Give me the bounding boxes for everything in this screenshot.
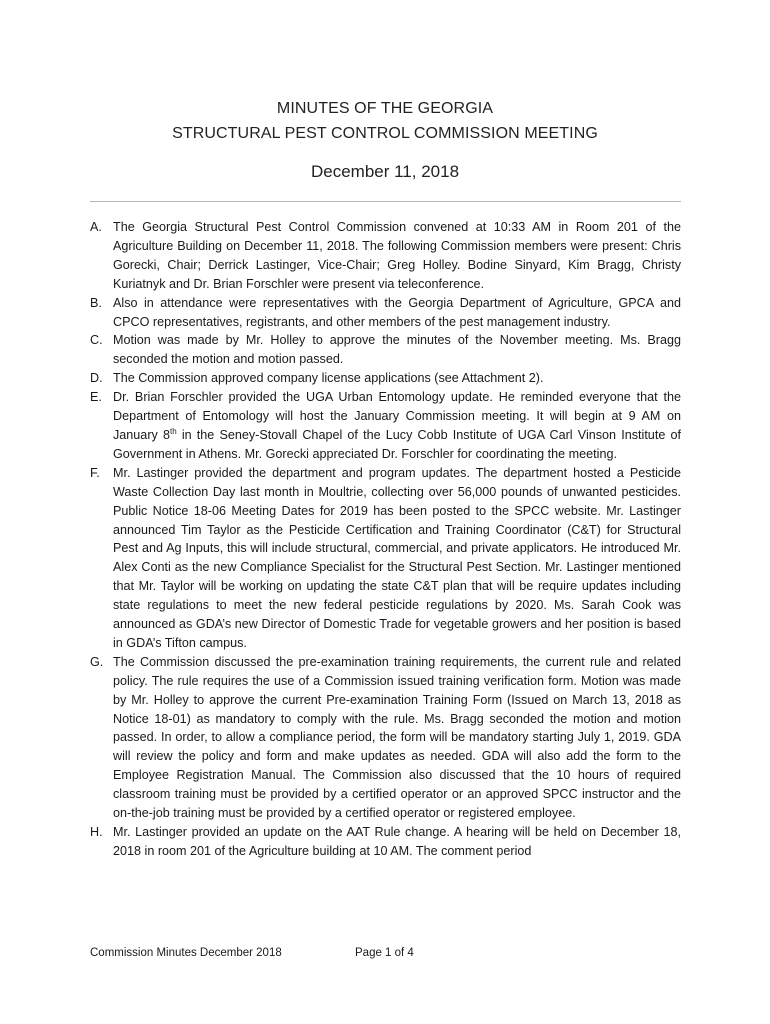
minutes-list [90,218,681,861]
minutes-item-c [90,331,681,369]
minutes-item-f [90,464,681,653]
item-letter: C. [90,333,103,348]
item-text-part: Dr. Brian Forschler provided the UGA Urban Entomology update. He reminded everyone that the Department of Entomology will host the January Commission meeting. It will begin at 9 AM on January 8 [113,390,681,442]
title-block [0,96,770,184]
item-text: Also in attendance were representatives with the Georgia Department of Agriculture, GPCA and CPCO representatives, registrants, and other members of the pest management industry. [113,295,681,329]
title-divider [90,201,681,202]
minutes-item-b [90,294,681,332]
minutes-item-h [90,823,681,861]
item-letter: B. [90,295,102,310]
item-letter: A. [90,220,102,234]
title-line-2: STRUCTURAL PEST CONTROL COMMISSION MEETING [172,125,598,142]
item-text: The Georgia Structural Pest Control Commission convened at 10:33 AM in Room 201 of the Agriculture Building on December 11, 2018. The following Commission members were present: Chris Gorecki, Chair; Derrick Lastinger, Vice-Chair; Greg Holley. Bodine Sinyard, Kim Bragg, Christy Kuriatnyk and Dr. Brian Forschler were present via teleconference. [113,220,681,291]
item-text: The Commission discussed the pre-examination training requirements, the current rule and related policy. The rule requires the use of a Commission issued training verification form. Motion was made by Mr. Holley to approve the current Pre-examination Training Form (Issued on March 13, 2018 as Notice 18-01) as mandatory to comply with the rule. Ms. Bragg seconded the motion and motion passed. In order, to allow a compliance period, the form will be mandatory starting July 1, 2019. GDA will review the policy and form and make updates as needed. GDA will also add the form to the Employee Registration Manual. The Commission also discussed that the 10 hours of required classroom training must be provided by a certified operator or an approved SPCC instructor and the on-the-job training must be provided by a certified operator or registered employee. [113,654,681,821]
minutes-item-g [90,653,681,823]
item-letter: H. [90,825,103,839]
footer-document-title: Commission Minutes December 2018 [90,947,282,959]
title-line-1: MINUTES OF THE GEORGIA [276,100,494,117]
item-text-part: in the Seney-Stovall Chapel of the Lucy Cobb Institute of UGA Carl Vinson Institute of Government in Athens. Mr. Gorecki appreciated Dr. Forschler for coordinating the meeting. [113,427,681,461]
ordinal-superscript: th [169,426,177,436]
item-text: The Commission approved company license applications (see Attachment 2). [113,371,544,386]
page-number: Page 1 of 4 [355,947,414,959]
minutes-item-e [90,388,681,464]
item-letter: D. [90,371,103,386]
item-text: Motion was made by Mr. Holley to approve the minutes of the November meeting. Ms. Bragg seconded the motion and motion passed. [113,333,681,367]
item-letter: F. [90,465,100,480]
item-text: Mr. Lastinger provided the department and program updates. The department hosted a Pesticide Waste Collection Day last month in Moultrie, collecting over 56,000 pounds of unwanted pesticides. Public Notice 18-06 Meeting Dates for 2019 has been posted to the SPCC website. Mr. Lastinger announced Tim Taylor as the Pesticide Certification and Training Coordinator (C&T) for Structural Pest and Ag Inputs, this will include structural, commercial, and private applicators. He introduced Mr. Alex Conti as the new Compliance Specialist for the Structural Pest Section. Mr. Lastinger mentioned that Mr. Taylor will be working on updating the state C&T plan that will be require updates including state regulations to meet the new federal pesticide regulations by 2020. Ms. Sarah Cook was announced as GDA’s new Director of Domestic Trade for vegetable growers and her position is based in GDA’s Tifton campus. [113,465,681,650]
item-letter: E. [90,390,102,405]
item-text [113,388,681,464]
meeting-date: December 11, 2018 [310,162,460,181]
item-text: Mr. Lastinger provided an update on the AAT Rule change. A hearing will be held on December 18, 2018 in room 201 of the Agriculture building at 10 AM. The comment period [113,825,681,858]
item-letter: G. [90,654,104,669]
minutes-item-a [90,218,681,294]
minutes-item-d [90,369,681,388]
